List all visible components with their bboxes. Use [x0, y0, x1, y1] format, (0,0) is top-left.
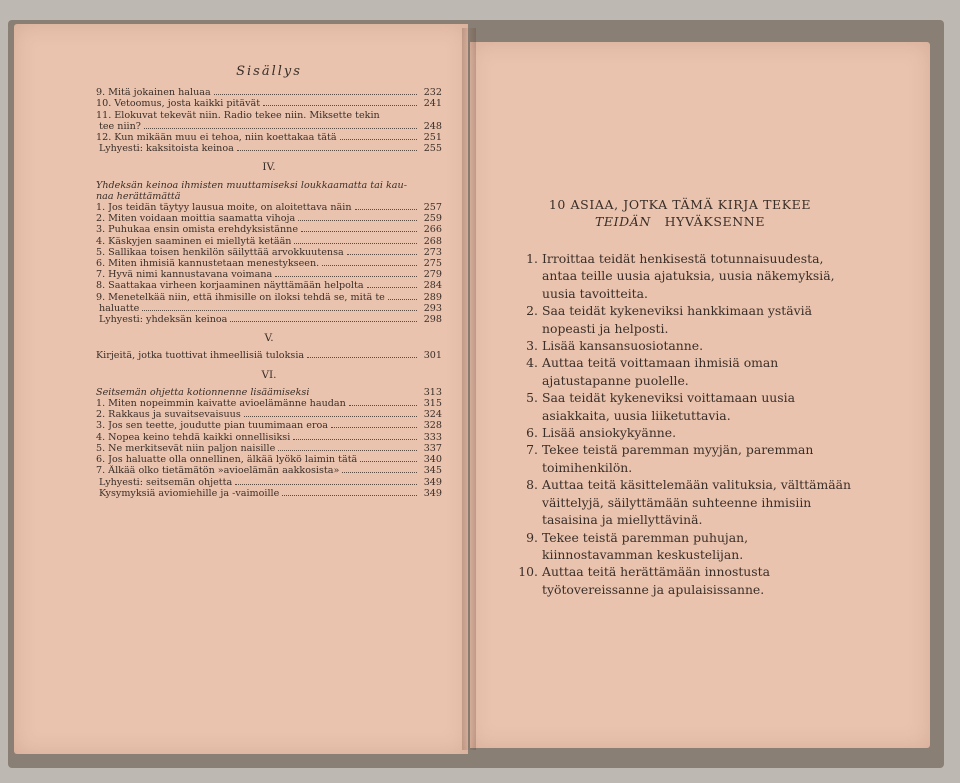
benefits-list — [514, 250, 856, 598]
toc-top-entries — [96, 87, 442, 154]
toc-entry: 5. Sallikaa toisen henkilön säilyttää arvokkuutensa 273 — [96, 246, 442, 258]
toc-entry: 7. Hyvä nimi kannustavana voimana 279 — [96, 269, 442, 281]
toc-entry: 9. Mitä jokainen haluaa 232 — [96, 87, 442, 99]
toc-entry: Lyhyesti: yhdeksän keinoa 298 — [99, 314, 442, 326]
section-numeral-iv: IV. — [262, 161, 276, 174]
toc-entry: Lyhyesti: kaksitoista keinoa 255 — [99, 143, 442, 155]
section-vi-title: Seitsemän ohjetta kotionnenne lisäämiseksi 313 — [96, 386, 442, 398]
toc-title: Sisällys — [236, 64, 302, 79]
list-item: 4. Auttaa teitä voittamaan ihmisiä oman ajatustapanne puolelle. — [526, 355, 779, 388]
list-item: 2. Saa teidät kykeneviksi hankkimaan ystäviä nopeasti ja helposti. — [526, 303, 812, 336]
toc-entry: 5. Ne merkitsevät niin paljon naisille 337 — [96, 442, 442, 454]
toc-entry: haluatte 293 — [99, 302, 442, 314]
section-iv-title-line1: Yhdeksän keinoa ihmisten muuttamiseksi loukkaamatta tai kau- — [96, 179, 407, 191]
list-item: 3. Lisää kansansuosiotanne. — [526, 338, 704, 354]
toc-entry: 3. Jos sen teette, joudutte pian tuumimaan eroa 328 — [96, 420, 442, 432]
section-iv-title-line2: naa herättämättä — [96, 190, 181, 202]
toc-entry: tee niin? 248 — [99, 120, 442, 132]
toc-entry: 6. Jos haluatte olla onnellinen, älkää lyökö laimin tätä 340 — [96, 454, 442, 466]
toc-entry: Kysymyksiä aviomiehille ja -vaimoille 349 — [99, 487, 442, 499]
toc-entry: 7. Älkää olko tietämätön »avioelämän aakkosista» 345 — [96, 465, 442, 477]
toc-entry: Lyhyesti: seitsemän ohjetta 349 — [99, 476, 442, 488]
toc-entry: 2. Rakkaus ja suvaitsevaisuus 324 — [96, 409, 442, 421]
section-vi-entries — [96, 398, 442, 499]
toc-entry: Kirjeitä, jotka tuottivat ihmeellisiä tuloksia 301 — [96, 350, 442, 362]
section-numeral-v: V. — [264, 332, 274, 345]
table-of-contents — [96, 66, 442, 499]
toc-entry: 12. Kun mikään muu ei tehoa, niin koettakaa tätä 251 — [96, 132, 442, 144]
right-page-heading — [530, 196, 830, 230]
list-item: 7. Tekee teistä paremman myyjän, paremman toimihenkilön. — [526, 442, 814, 475]
toc-entry: 4. Nopea keino tehdä kaikki onnellisiksi 333 — [96, 431, 442, 443]
toc-entry: 8. Saattakaa virheen korjaaminen näyttämään helpolta 284 — [96, 280, 442, 292]
toc-entry: 6. Miten ihmisiä kannustetaan menestykseen. 275 — [96, 258, 442, 270]
section-numeral-vi: VI. — [261, 368, 277, 381]
list-item: 1. Irroittaa teidät henkisestä totunnaisuudesta, antaa teille uusia ajatuksia, uusia näkemyksiä, uusia tavoitteita. — [526, 251, 835, 301]
list-item: 6. Lisää ansiokykyänne. — [526, 425, 677, 441]
section-iv-entries — [96, 202, 442, 325]
list-item: 9. Tekee teistä paremman puhujan, kiinnostavamman keskustelijan. — [526, 529, 749, 562]
list-item: 5. Saa teidät kykeneviksi voittamaan uusia asiakkaita, uusia liiketuttavia. — [526, 390, 795, 423]
toc-entry: 11. Elokuvat tekevät niin. Radio tekee niin. Miksette tekin — [96, 109, 380, 121]
list-item: 8. Auttaa teitä käsittelemään valituksia, välttämään väittelyjä, säilyttämään suhteenne ihmisiin tasaisina ja miellyttävinä. — [526, 477, 851, 528]
list-item: 10. Auttaa teitä herättämään innostusta työtovereissanne ja apulaisissanne. — [518, 564, 771, 597]
toc-entry: 3. Puhukaa ensin omista erehdyksistänne 266 — [96, 224, 442, 236]
toc-entry: 1. Miten nopeimmin kaivatte avioelämänne haudan 315 — [96, 398, 442, 410]
heading-line1: 10 ASIAA, JOTKA TÄMÄ KIRJA TEKEE — [548, 197, 812, 212]
heading-line2: TEIDÄN HYVÄKSENNE — [594, 214, 766, 229]
toc-entry: 2. Miten voidaan moittia saamatta vihoja 259 — [96, 213, 442, 225]
toc-entry: 4. Käskyjen saaminen ei miellytä ketään 268 — [96, 235, 442, 247]
book-gutter — [462, 28, 476, 750]
toc-entry: 1. Jos teidän täytyy lausua moite, on aloitettava näin 257 — [96, 202, 442, 214]
toc-entry: 10. Vetoomus, josta kaikki pitävät 241 — [96, 98, 442, 110]
toc-entry: 9. Menetelkää niin, että ihmisille on iloksi tehdä se, mitä te 289 — [96, 291, 442, 303]
